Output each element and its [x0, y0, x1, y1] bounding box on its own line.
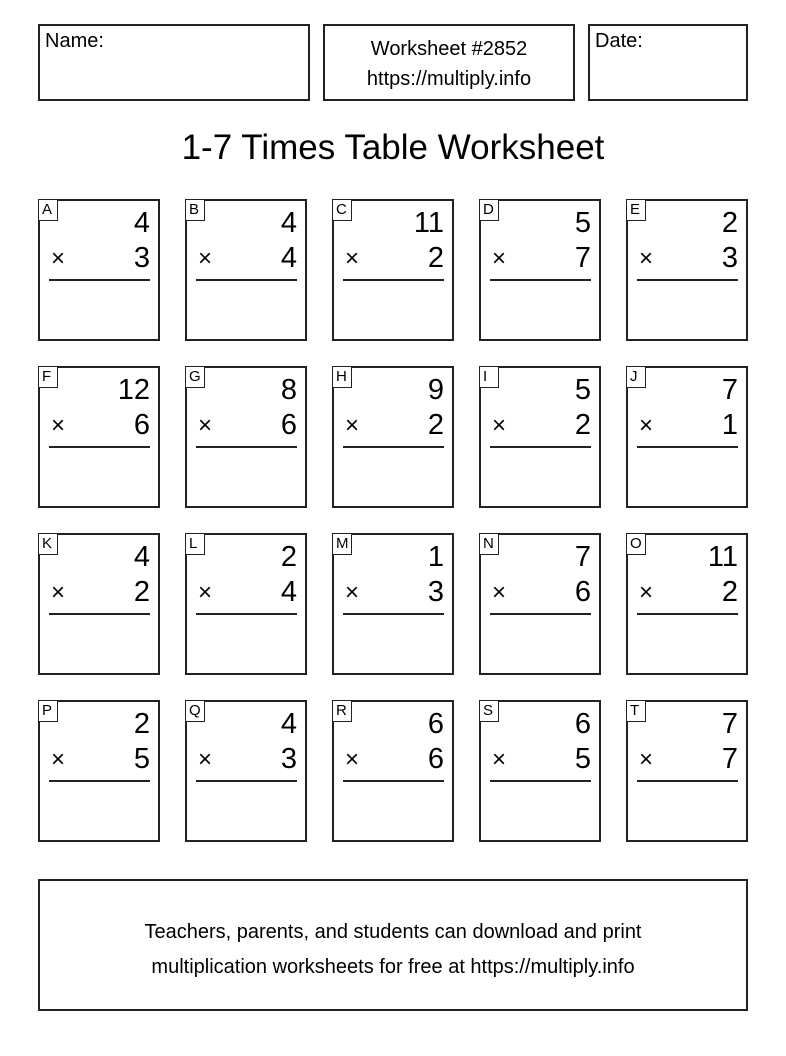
problem-top-number: 7	[721, 708, 738, 740]
problem-top-number: 2	[721, 207, 738, 239]
problem-card[interactable]	[626, 366, 748, 508]
problem-bottom-number: 5	[574, 743, 591, 775]
multiply-sign: ×	[345, 245, 360, 272]
problem-bottom-number: 2	[574, 409, 591, 441]
multiply-sign: ×	[492, 245, 507, 272]
problem-letter: J	[626, 366, 646, 388]
answer-line	[490, 613, 591, 615]
problem-card[interactable]	[38, 700, 160, 842]
answer-line	[343, 613, 444, 615]
problem-top-number: 4	[280, 708, 297, 740]
problem-card[interactable]	[185, 199, 307, 341]
multiply-sign: ×	[198, 245, 213, 272]
problem-bottom-number: 4	[280, 242, 297, 274]
problem-card[interactable]	[185, 366, 307, 508]
problem-card[interactable]	[185, 533, 307, 675]
problem-card[interactable]	[479, 366, 601, 508]
problem-top-number: 11	[413, 207, 444, 239]
problem-top-number: 7	[574, 541, 591, 573]
problem-bottom-number: 6	[427, 743, 444, 775]
problem-letter: T	[626, 700, 646, 722]
problem-bottom-number: 3	[721, 242, 738, 274]
problem-letter: Q	[185, 700, 205, 722]
multiply-sign: ×	[639, 245, 654, 272]
problem-bottom-number: 3	[133, 242, 150, 274]
problem-bottom-number: 3	[280, 743, 297, 775]
problem-card[interactable]	[479, 700, 601, 842]
multiply-sign: ×	[492, 412, 507, 439]
problem-bottom-number: 2	[427, 409, 444, 441]
problem-top-number: 4	[133, 207, 150, 239]
problem-bottom-number: 6	[574, 576, 591, 608]
problem-bottom-number: 5	[133, 743, 150, 775]
answer-line	[196, 446, 297, 448]
worksheet-number: Worksheet #2852	[370, 38, 528, 60]
footer-line-1: Teachers, parents, and students can download and print	[144, 921, 642, 943]
problem-card[interactable]	[38, 366, 160, 508]
problem-top-number: 6	[427, 708, 444, 740]
problem-card[interactable]	[332, 533, 454, 675]
problem-letter: B	[185, 199, 205, 221]
multiply-sign: ×	[51, 245, 66, 272]
problem-letter: O	[626, 533, 646, 555]
answer-line	[343, 446, 444, 448]
date-field-box[interactable]	[588, 24, 748, 101]
page-title: 1-7 Times Table Worksheet	[181, 128, 605, 167]
answer-line	[49, 613, 150, 615]
multiply-sign: ×	[345, 746, 360, 773]
problem-top-number: 9	[427, 374, 444, 406]
worksheet-info-box	[323, 24, 575, 101]
problem-bottom-number: 7	[574, 242, 591, 274]
problem-card[interactable]	[38, 533, 160, 675]
multiply-sign: ×	[492, 579, 507, 606]
multiply-sign: ×	[639, 412, 654, 439]
problem-bottom-number: 2	[721, 576, 738, 608]
problem-bottom-number: 3	[427, 576, 444, 608]
answer-line	[49, 780, 150, 782]
problem-letter: S	[479, 700, 499, 722]
problem-top-number: 7	[721, 374, 738, 406]
answer-line	[49, 446, 150, 448]
problem-card[interactable]	[626, 533, 748, 675]
multiply-sign: ×	[639, 746, 654, 773]
problem-letter: G	[185, 366, 205, 388]
multiply-sign: ×	[345, 579, 360, 606]
answer-line	[343, 780, 444, 782]
problem-letter: K	[38, 533, 58, 555]
problem-top-number: 4	[280, 207, 297, 239]
multiply-sign: ×	[492, 746, 507, 773]
problem-letter: F	[38, 366, 58, 388]
problem-top-number: 12	[117, 374, 150, 406]
problem-bottom-number: 7	[721, 743, 738, 775]
date-label: Date:	[595, 30, 643, 52]
problem-top-number: 4	[133, 541, 150, 573]
problem-letter: C	[332, 199, 352, 221]
problem-letter: R	[332, 700, 352, 722]
problem-card[interactable]	[332, 700, 454, 842]
problem-card[interactable]	[38, 199, 160, 341]
problem-letter: D	[479, 199, 499, 221]
worksheet-url: https://multiply.info	[366, 68, 532, 90]
answer-line	[637, 780, 738, 782]
problem-letter: H	[332, 366, 352, 388]
problem-bottom-number: 1	[721, 409, 738, 441]
multiply-sign: ×	[51, 412, 66, 439]
problem-bottom-number: 4	[280, 576, 297, 608]
problem-letter: A	[38, 199, 58, 221]
problem-letter: M	[332, 533, 352, 555]
answer-line	[49, 279, 150, 281]
answer-line	[490, 780, 591, 782]
problem-bottom-number: 2	[427, 242, 444, 274]
multiply-sign: ×	[198, 579, 213, 606]
answer-line	[490, 279, 591, 281]
problem-top-number: 1	[427, 541, 444, 573]
name-label: Name:	[45, 30, 104, 52]
problem-letter: L	[185, 533, 205, 555]
problem-top-number: 2	[133, 708, 150, 740]
problem-bottom-number: 6	[280, 409, 297, 441]
problem-letter: N	[479, 533, 499, 555]
answer-line	[637, 279, 738, 281]
multiply-sign: ×	[198, 746, 213, 773]
problem-top-number: 5	[574, 207, 591, 239]
problem-card[interactable]	[479, 199, 601, 341]
problem-card[interactable]	[626, 199, 748, 341]
multiply-sign: ×	[345, 412, 360, 439]
problem-top-number: 2	[280, 541, 297, 573]
answer-line	[196, 780, 297, 782]
problem-letter: I	[479, 366, 499, 388]
problem-card[interactable]	[332, 366, 454, 508]
problem-top-number: 6	[574, 708, 591, 740]
answer-line	[343, 279, 444, 281]
multiply-sign: ×	[639, 579, 654, 606]
answer-line	[196, 279, 297, 281]
multiply-sign: ×	[51, 746, 66, 773]
answer-line	[490, 446, 591, 448]
problem-card[interactable]	[626, 700, 748, 842]
problem-letter: P	[38, 700, 58, 722]
problem-card[interactable]	[185, 700, 307, 842]
answer-line	[637, 446, 738, 448]
multiply-sign: ×	[51, 579, 66, 606]
problem-bottom-number: 2	[133, 576, 150, 608]
answer-line	[196, 613, 297, 615]
problem-top-number: 8	[280, 374, 297, 406]
name-field-box[interactable]	[38, 24, 310, 101]
footer-box	[38, 879, 748, 1011]
footer-line-2: multiplication worksheets for free at https://multiply.info	[151, 956, 635, 978]
problem-top-number: 5	[574, 374, 591, 406]
problem-top-number: 11	[707, 541, 738, 573]
problem-letter: E	[626, 199, 646, 221]
multiply-sign: ×	[198, 412, 213, 439]
problem-card[interactable]	[479, 533, 601, 675]
answer-line	[637, 613, 738, 615]
problem-bottom-number: 6	[133, 409, 150, 441]
problem-card[interactable]	[332, 199, 454, 341]
